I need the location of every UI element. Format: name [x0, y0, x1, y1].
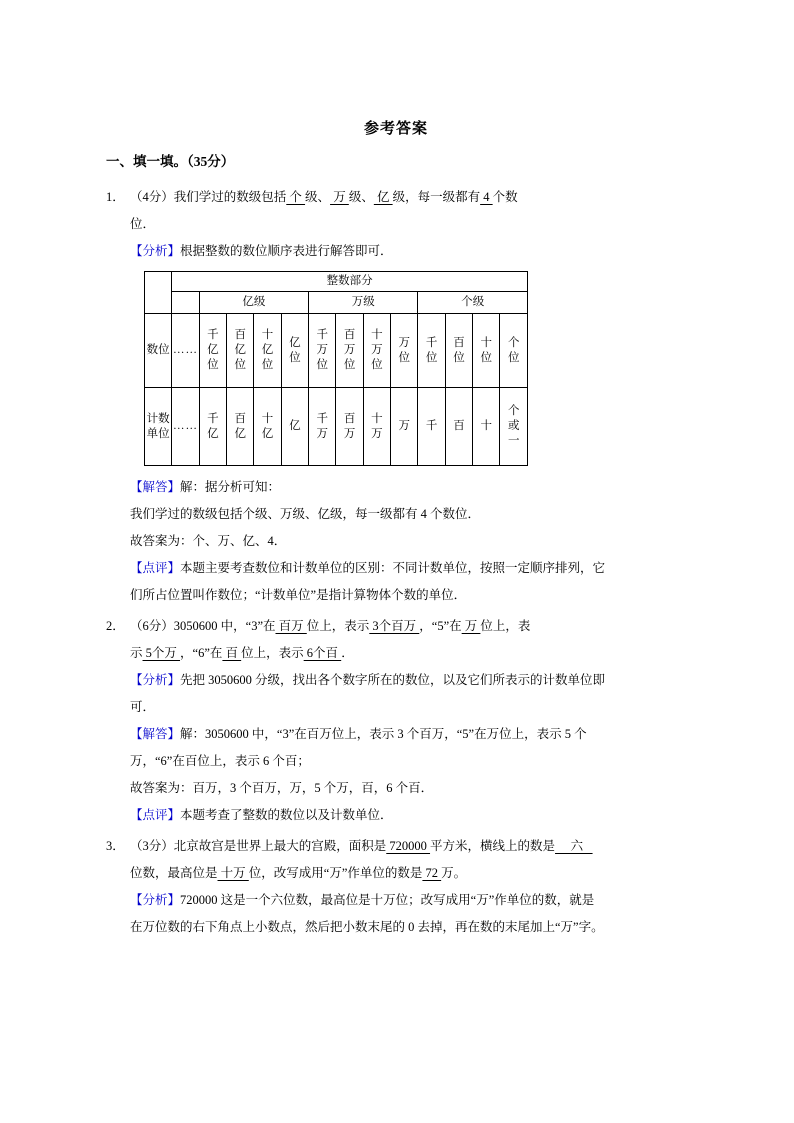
question-1-text-c: 级、 [348, 190, 374, 205]
cell-qian-wan-wei: 千 万 位 [309, 314, 336, 388]
question-1-stem [106, 184, 686, 211]
table-dots-2: …… [172, 388, 199, 466]
question-1-comment [106, 555, 686, 582]
unit-shi: 十 [473, 388, 500, 466]
question-1-text-a: 我们学过的数级包括 [173, 190, 287, 205]
question-1-comment-line2: 们所占位置叫作数位；“计数单位”是指计算物体个数的单位． [130, 588, 467, 603]
table-dots-1: …… [172, 314, 199, 388]
analysis-label: 【分析】 [130, 893, 181, 908]
comment-label: 【点评】 [130, 808, 181, 823]
question-2-comment [106, 802, 686, 829]
question-1-text-e: 个数 [492, 190, 518, 205]
question-3-text-d: 位，改写成用“万”作单位的数是 [248, 866, 423, 881]
unit-qian-wan: 千 万 [309, 388, 336, 466]
question-3-blank-2: 六 [555, 839, 593, 854]
analysis-text: 根据整数的数位顺序表进行解答即可． [180, 244, 393, 259]
question-2-text-f: ，“6”在 [180, 646, 223, 661]
unit-qian-yi: 千 亿 [199, 388, 226, 466]
question-2-answer-line3: 故答案为：百万，3 个百万，万，5 个万，百，6 个百． [130, 781, 434, 796]
table-row [145, 292, 528, 314]
question-3-blank-4: 72 [422, 866, 442, 881]
question-3-analysis [106, 887, 686, 914]
cell-shi-wan-wei: 十 万 位 [363, 314, 390, 388]
table-group-ge: 个级 [418, 292, 528, 314]
question-2-analysis-line2: 可． [130, 700, 156, 715]
digit-place-value-table-wrapper [106, 271, 686, 466]
page-title: 参考答案 [363, 121, 428, 137]
question-3-blank-1: 720000 [386, 839, 431, 854]
cell-bai-yi-wei: 百 亿 位 [227, 314, 254, 388]
table-row [145, 314, 528, 388]
table-header-integer-part: 整数部分 [172, 272, 528, 292]
question-1-score: （4分） [130, 190, 174, 205]
cell-shi-yi-wei: 十 亿 位 [254, 314, 281, 388]
question-2-score: （6分） [130, 619, 174, 634]
question-2-stem [106, 613, 686, 640]
question-2-text-h: ． [341, 646, 354, 661]
question-2-blank-6: 6个百 [303, 646, 342, 661]
question-1-number: 1． [106, 190, 125, 205]
unit-shi-yi: 十 亿 [254, 388, 281, 466]
question-2-text-a: 3050600 中，“3”在 [173, 619, 276, 634]
digit-place-value-table [144, 271, 528, 466]
cell-qian-yi-wei: 千 亿 位 [199, 314, 226, 388]
answer-label: 【解答】 [130, 727, 181, 742]
comment-text: 本题考查了整数的数位以及计数单位． [180, 808, 393, 823]
question-2-blank-5: 百 [222, 646, 242, 661]
question-2-blank-1: 百万 [275, 619, 307, 634]
unit-bai-wan: 百 万 [336, 388, 363, 466]
question-1-blank-4: 4 [480, 190, 493, 205]
answer-text: 解：据分析可知： [180, 480, 281, 495]
question-1-blank-1: 个 [286, 190, 306, 205]
question-2-number: 2． [106, 619, 125, 634]
question-3-text-a: 北京故宫是世界上最大的宫殿，面积是 [173, 839, 387, 854]
question-3-stem [106, 833, 686, 860]
section-heading: 一、填一填。（35分） [106, 154, 235, 169]
cell-bai-wei: 百 位 [445, 314, 472, 388]
question-2-blank-4: 5个万 [142, 646, 181, 661]
analysis-text: 720000 这是一个六位数，最高位是十万位；改写成用“万”作单位的数，就是 [180, 893, 595, 908]
question-2-answer-line2: 万，“6”在百位上，表示 6 个百； [130, 754, 310, 769]
question-1-stem-line2: 位． [130, 217, 156, 232]
page-content [106, 120, 686, 945]
question-3-text-c: 位数，最高位是 [130, 866, 218, 881]
question-3 [106, 833, 686, 941]
cell-ge-wei: 个 位 [500, 314, 528, 388]
table-rowhead-shuwei: 数位 [145, 314, 172, 388]
question-3-text-e: 万。 [441, 866, 467, 881]
unit-yi: 亿 [281, 388, 308, 466]
question-1-answer-line3: 故答案为：个、万、亿、4． [130, 534, 287, 549]
answer-label: 【解答】 [130, 480, 181, 495]
question-1-blank-3: 亿 [373, 190, 393, 205]
question-2-text-b: 位上，表示 [306, 619, 370, 634]
cell-yi-wei: 亿 位 [281, 314, 308, 388]
question-2-stem-line2 [106, 640, 686, 667]
analysis-text: 先把 3050600 分级，找出各个数字所在的数位，以及它们所表示的计数单位即 [180, 673, 606, 688]
cell-wan-wei: 万 位 [391, 314, 418, 388]
comment-text: 本题主要考查数位和计数单位的区别：不同计数单位，按照一定顺序排列，它 [180, 561, 606, 576]
question-1-answer-line2: 我们学过的数级包括个级、万级、亿级，每一级都有 4 个数位． [130, 507, 481, 522]
question-1 [106, 184, 686, 609]
analysis-label: 【分析】 [130, 673, 181, 688]
question-2-text-g: 位上，表示 [241, 646, 304, 661]
question-1-text-b: 级、 [305, 190, 331, 205]
question-3-stem-line2 [106, 860, 686, 887]
question-3-score: （3分） [130, 839, 174, 854]
unit-bai-yi: 百 亿 [227, 388, 254, 466]
question-3-blank-3: 十万 [217, 866, 249, 881]
answer-text: 解：3050600 中，“3”在百万位上，表示 3 个百万，“5”在万位上，表示 5 个 [180, 727, 587, 742]
analysis-label: 【分析】 [130, 244, 181, 259]
question-3-number: 3． [106, 839, 125, 854]
question-3-text-b: 平方米，横线上的数是 [430, 839, 556, 854]
question-1-text-d: 级，每一级都有 [392, 190, 481, 205]
comment-label: 【点评】 [130, 561, 181, 576]
question-2-answer [106, 721, 686, 748]
table-group-wan: 万级 [309, 292, 418, 314]
question-2-text-e: 示 [130, 646, 143, 661]
question-2-text-d: 位上，表 [480, 619, 531, 634]
unit-shi-wan: 十 万 [363, 388, 390, 466]
question-2-text-c: ，“5”在 [419, 619, 462, 634]
question-2-blank-3: 万 [461, 619, 481, 634]
cell-shi-wei: 十 位 [473, 314, 500, 388]
unit-bai: 百 [445, 388, 472, 466]
unit-ge-huo-yi: 个 或 一 [500, 388, 528, 466]
question-1-answer [106, 474, 686, 501]
question-1-analysis [106, 238, 686, 265]
question-3-analysis-line2: 在万位数的右下角点上小数点，然后把小数末尾的 0 去掉，再在数的末尾加上“万”字。 [130, 920, 604, 935]
table-row [145, 388, 528, 466]
table-rowhead-jishudanwei: 计数单位 [145, 388, 172, 466]
question-2-analysis [106, 667, 686, 694]
table-row [145, 272, 528, 292]
cell-bai-wan-wei: 百 万 位 [336, 314, 363, 388]
unit-wan: 万 [391, 388, 418, 466]
question-1-blank-2: 万 [330, 190, 349, 205]
question-2 [106, 613, 686, 829]
table-group-yi: 亿级 [199, 292, 308, 314]
unit-qian: 千 [418, 388, 445, 466]
question-2-blank-2: 3个百万 [369, 619, 420, 634]
cell-qian-wei: 千 位 [418, 314, 445, 388]
